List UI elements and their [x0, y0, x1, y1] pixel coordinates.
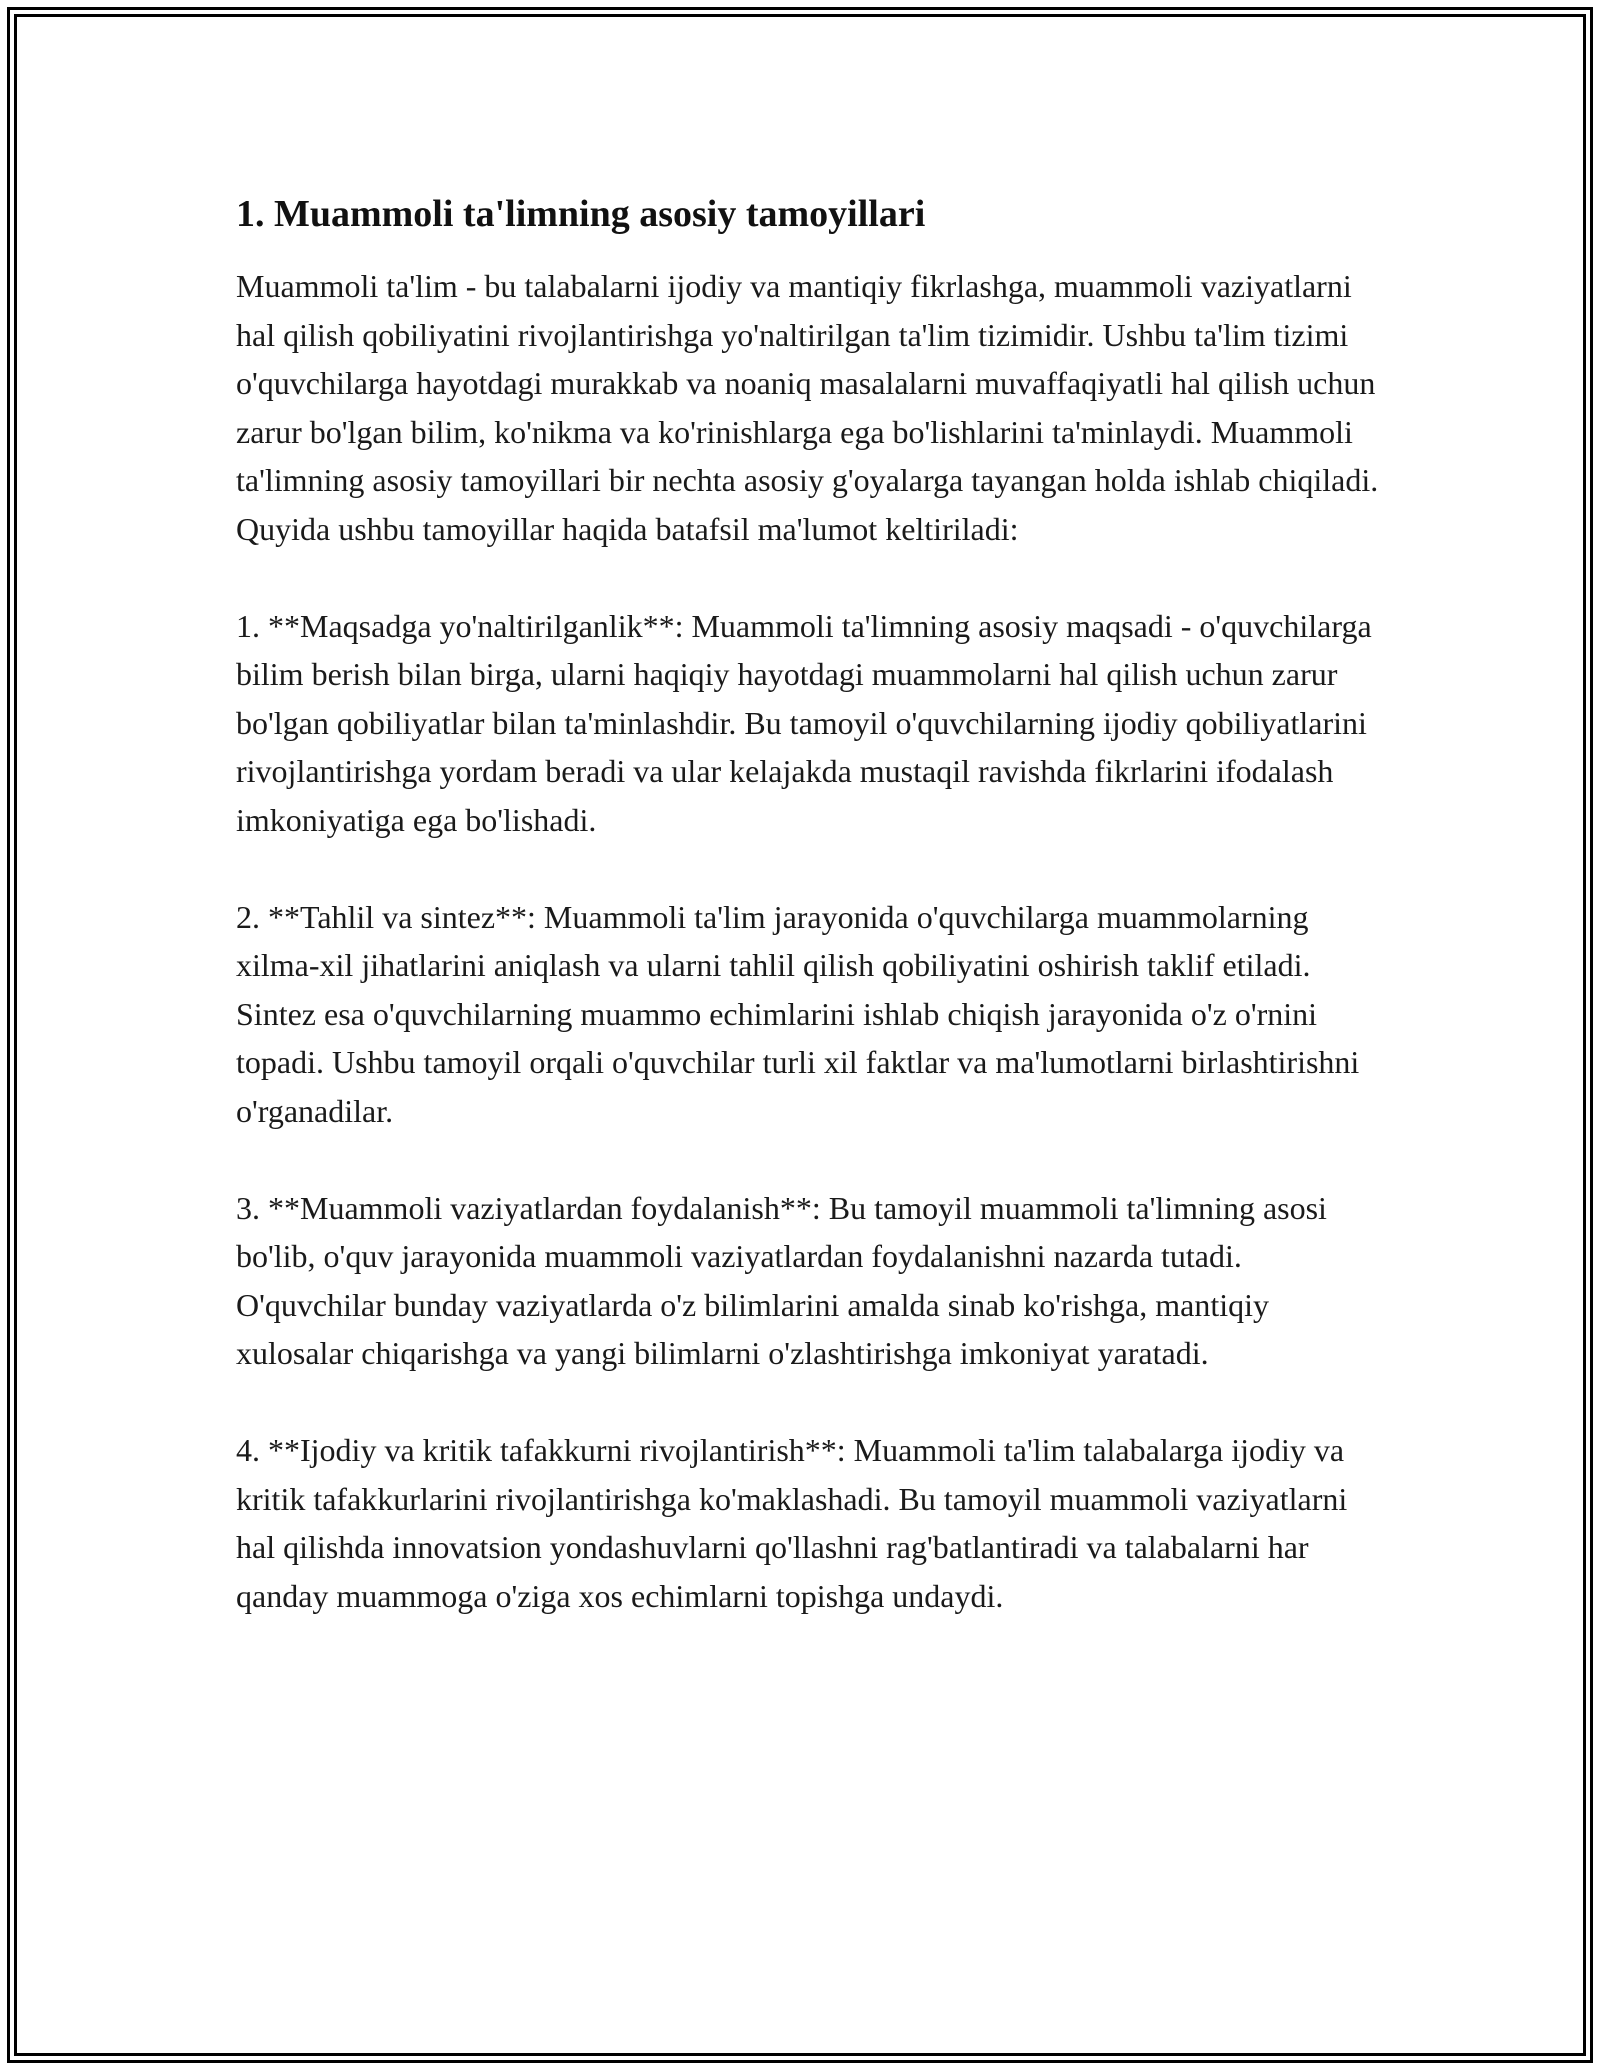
principle-3-paragraph: 3. **Muammoli vaziyatlardan foydalanish**: Bu tamoyil muammoli ta'limning asosi bo'lib, o'quv jarayonida muammoli vaziyatlardan foydalanishni nazarda tutadi. O'quvchilar bunday vaziyatlarda o'z bilimlarini amalda sinab ko'rishga, mantiqiy xulosalar chiqarishga va yangi bilimlarni o'zlashtirishga imkoniyat yaratadi.	[236, 1189, 1327, 1371]
principle-4-paragraph: 4. **Ijodiy va kritik tafakkurni rivojlantirish**: Muammoli ta'lim talabalarga ijodiy va kritik tafakkurlarini rivojlantirishga ko'maklashadi. Bu tamoyil muammoli vaziyatlarni hal qilishda innovatsion yondashuvlarni qo'llashni rag'batlantiradi va talabalarni har qanday muammoga o'ziga xos echimlarni topishga undaydi.	[236, 1432, 1348, 1614]
intro-paragraph: Muammoli ta'lim - bu talabalarni ijodiy va mantiqiy fikrlashga, muammoli vaziyatlarni hal qilish qobiliyatini rivojlantirishga yo'naltirilgan ta'lim tizimidir. Ushbu ta'lim tizimi o'quvchilarga hayotdagi murakkab va noaniq masalalarni muvaffaqiyatli hal qilish uchun zarur bo'lgan bilim, ko'nikma va ko'rinishlarga ega bo'lishlarini ta'minlaydi. Muammoli ta'limning asosiy tamoyillari bir nechta asosiy g'oyalarga tayangan holda ishlab chiqiladi. Quyida ushbu tamoyillar haqida batafsil ma'lumot keltiriladi:	[236, 268, 1379, 547]
principle-2-paragraph: 2. **Tahlil va sintez**: Muammoli ta'lim jarayonida o'quvchilarga muammolarning xilma-xil jihatlarini aniqlash va ularni tahlil qilish qobiliyatini oshirish taklif etiladi. Sintez esa o'quvchilarning muammo echimlarini ishlab chiqish jarayonida o'z o'rnini topadi. Ushbu tamoyil orqali o'quvchilar turli xil faktlar va ma'lumotlarni birlashtirishni o'rganadilar.	[236, 898, 1360, 1129]
principle-1-paragraph: 1. **Maqsadga yo'naltirilganlik**: Muammoli ta'limning asosiy maqsadi - o'quvchilarga bilim berish bilan birga, ularni haqiqiy hayotdagi muammolarni hal qilish uchun zarur bo'lgan qobiliyatlar bilan ta'minlashdir. Bu tamoyil o'quvchilarning ijodiy qobiliyatlarini rivojlantirishga yordam beradi va ular kelajakda mustaqil ravishda fikrlarini ifodalash imkoniyatiga ega bo'lishadi.	[236, 607, 1372, 838]
document-body	[236, 186, 1386, 1669]
section-heading: 1. Muammoli ta'limning asosiy tamoyillari	[236, 193, 926, 235]
